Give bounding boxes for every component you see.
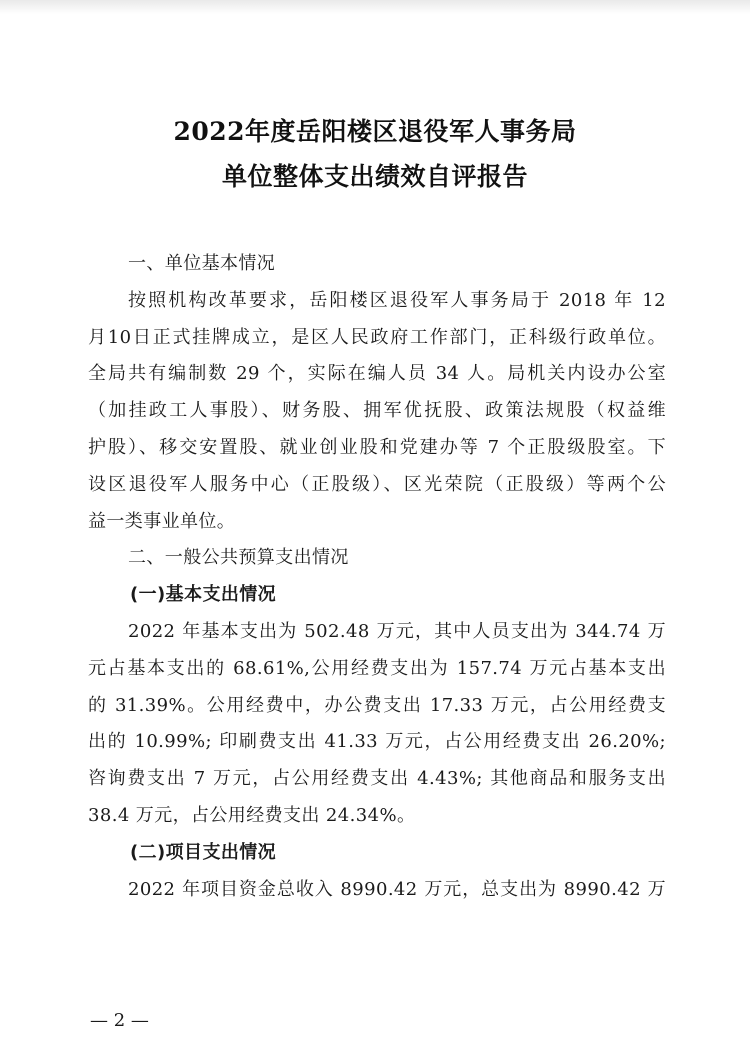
paragraph-line: 元占基本支出的 68.61%,公用经费支出为 157.74 万元占基本支出 — [88, 657, 666, 679]
subsection-heading-basic-expenditure: (一)基本支出情况 — [130, 584, 277, 606]
paragraph-line: 的 31.39%。公用经费中，办公费支出 17.33 万元，占公用经费支 — [88, 694, 666, 716]
paragraph-line: 咨询费支出 7 万元，占公用经费支出 4.43%; 其他商品和服务支出 — [88, 768, 666, 790]
paragraph-line: 2022 年基本支出为 502.48 万元，其中人员支出为 344.74 万 — [128, 620, 666, 642]
paragraph-line: 月10日正式挂牌成立，是区人民政府工作部门，正科级行政单位。 — [88, 326, 666, 348]
paragraph-line: 益一类事业单位。 — [88, 510, 236, 532]
document-title-line-2: 单位整体支出绩效自评报告 — [221, 162, 528, 191]
paragraph-line: （加挂政工人事股）、财务股、拥军优抚股、政策法规股（权益维 — [88, 400, 666, 422]
paragraph-line: 2022 年项目资金总收入 8990.42 万元，总支出为 8990.42 万 — [128, 878, 666, 900]
document-body — [88, 246, 666, 908]
scan-edge — [0, 0, 750, 14]
paragraph-line: 设区退役军人服务中心（正股级）、区光荣院（正股级）等两个公 — [88, 473, 666, 495]
page-number: — 2 — — [90, 1010, 149, 1031]
paragraph-line: 出的 10.99%; 印刷费支出 41.33 万元，占公用经费支出 26.20%; — [88, 731, 666, 753]
document-title-line-1: 2022年度岳阳楼区退役军人事务局 — [173, 117, 577, 146]
section-heading-1: 一、单位基本情况 — [128, 253, 276, 274]
section-heading-2: 二、一般公共预算支出情况 — [128, 547, 349, 569]
paragraph-line: 38.4 万元，占公用经费支出 24.34%。 — [88, 804, 416, 826]
paragraph-line: 全局共有编制数 29 个，实际在编人员 34 人。局机关内设办公室 — [88, 363, 666, 385]
paragraph-line: 按照机构改革要求，岳阳楼区退役军人事务局于 2018 年 12 — [128, 289, 666, 311]
subsection-heading-project-expenditure: (二)项目支出情况 — [130, 841, 277, 863]
paragraph-line: 护股）、移交安置股、就业创业股和党建办等 7 个正股级股室。下 — [88, 436, 666, 458]
